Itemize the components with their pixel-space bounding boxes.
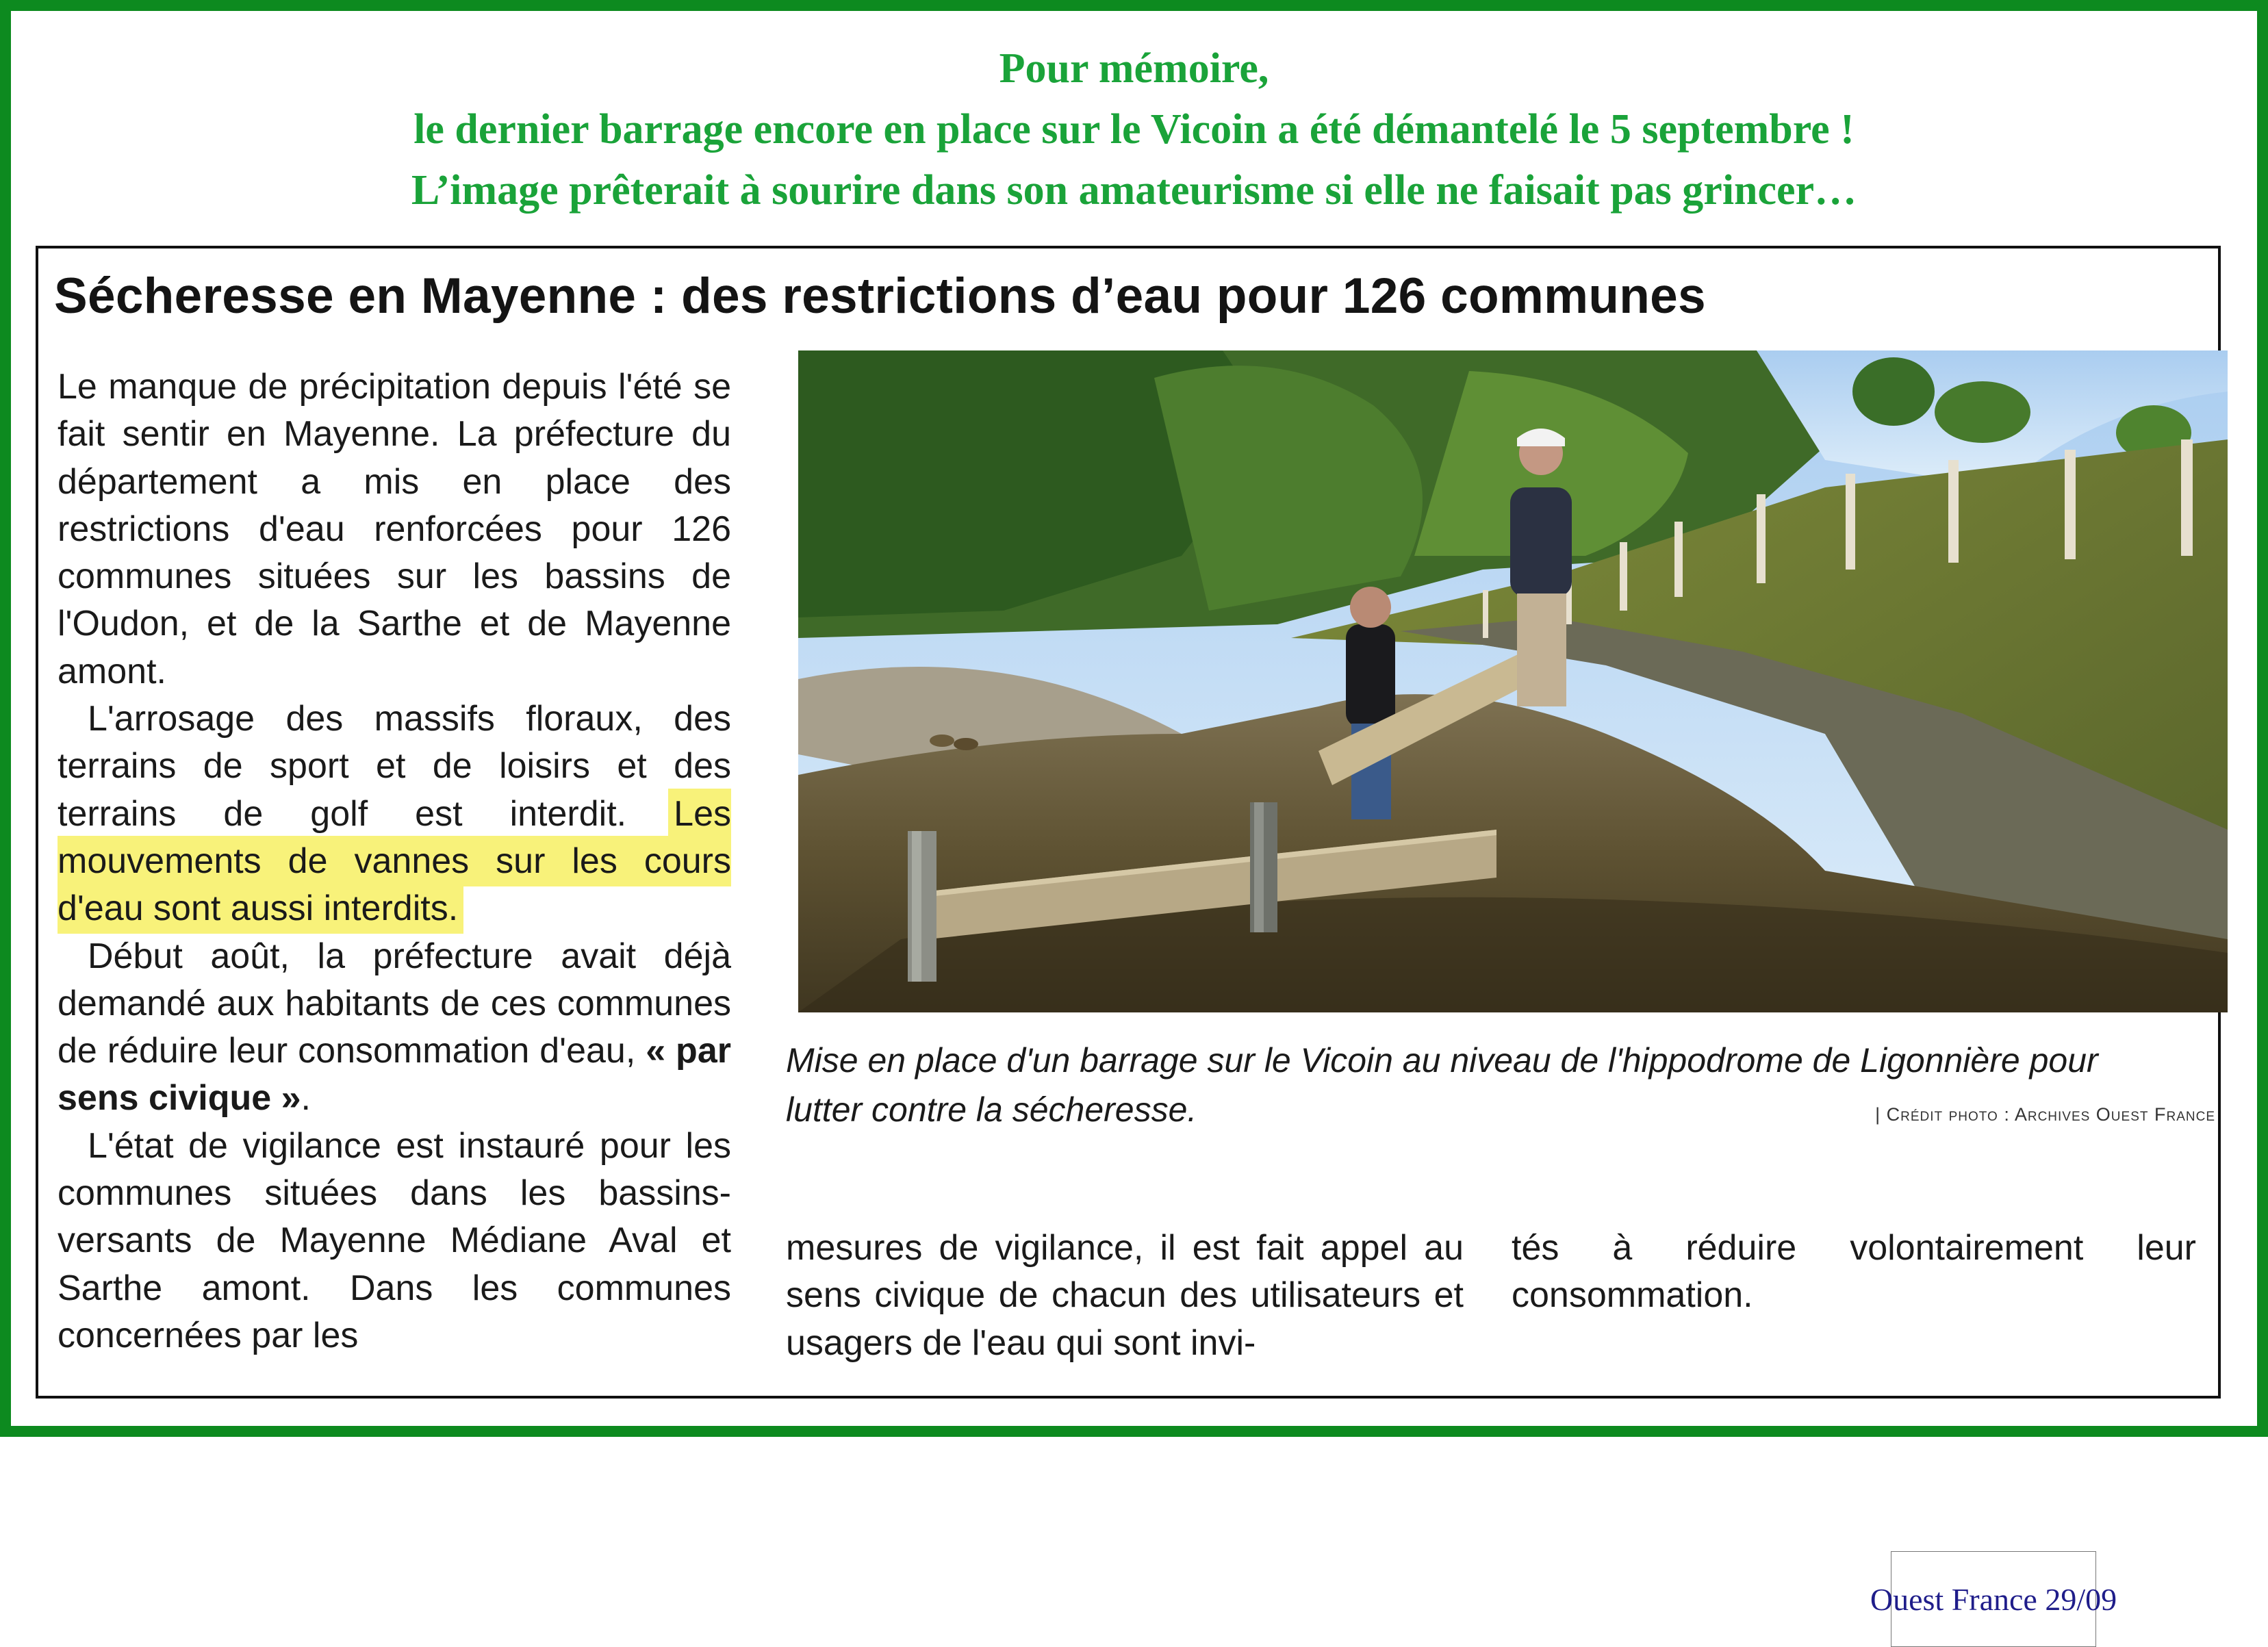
article-photo: [798, 350, 2228, 1012]
header-line-1: Pour mémoire,: [999, 45, 1269, 92]
photo-caption: Mise en place d'un barrage sur le Vicoin au niveau de l'hippodrome de Ligonnière pour lutter contre la sécheresse.: [786, 1041, 2098, 1129]
header-line-3: L’image prêterait à sourire dans son amateurisme si elle ne faisait pas grincer…: [411, 167, 1857, 214]
paragraph-3-text: Début août, la préfecture avait déjà demandé aux habitants de ces communes de réduire leur consommation d'eau,: [58, 936, 731, 1071]
paragraph-1: Le manque de précipitation depuis l'été se fait sentir en Mayenne. La préfecture du département a mis en place des restrictions d'eau renforcées pour 126 communes situées sur les bassins de l'Oudon, et de la Sarthe et de Mayenne amont.: [58, 367, 731, 691]
paragraph-2: [58, 695, 731, 932]
civic-sense-quote: « par sens civique »: [58, 1031, 731, 1119]
paragraph-3-end: .: [301, 1078, 311, 1119]
photo-credit: | Crédit photo : Archives Ouest France: [1875, 1104, 2215, 1125]
paragraph-4: L'état de vigilance est instauré pour les communes situées dans les bassins-versants de Mayenne Médiane Aval et Sarthe amont. Dans les communes concernées par les: [58, 1125, 731, 1355]
newspaper-clipping: [36, 246, 2221, 1617]
header-line-2: le dernier barrage encore en place sur le Vicoin a été démantelé le 5 septembre !: [413, 106, 1855, 153]
highlighted-text: Les mouvements de vannes sur les cours d'eau sont aussi interdits.: [58, 793, 731, 929]
page-header: [0, 38, 2268, 221]
article-headline: Sécheresse en Mayenne : des restrictions d’eau pour 126 communes: [54, 268, 1706, 324]
article-column-2: mesures de vigilance, il est fait appel au sens civique de chacun des utilisateurs et usagers de l'eau qui sont invi-: [786, 1228, 1464, 1363]
article-column-3: tés à réduire volontairement leur consommation.: [1512, 1228, 2196, 1316]
paragraph-2-text: L'arrosage des massifs floraux, des terrains de sport et de loisirs et des terrains de golf est interdit.: [58, 699, 731, 834]
source-label: Ouest France 29/09: [1891, 1551, 2096, 1647]
paragraph-3: [58, 933, 731, 1123]
article-column-1: [58, 363, 731, 1359]
river-dam-photo: [798, 350, 2228, 1012]
